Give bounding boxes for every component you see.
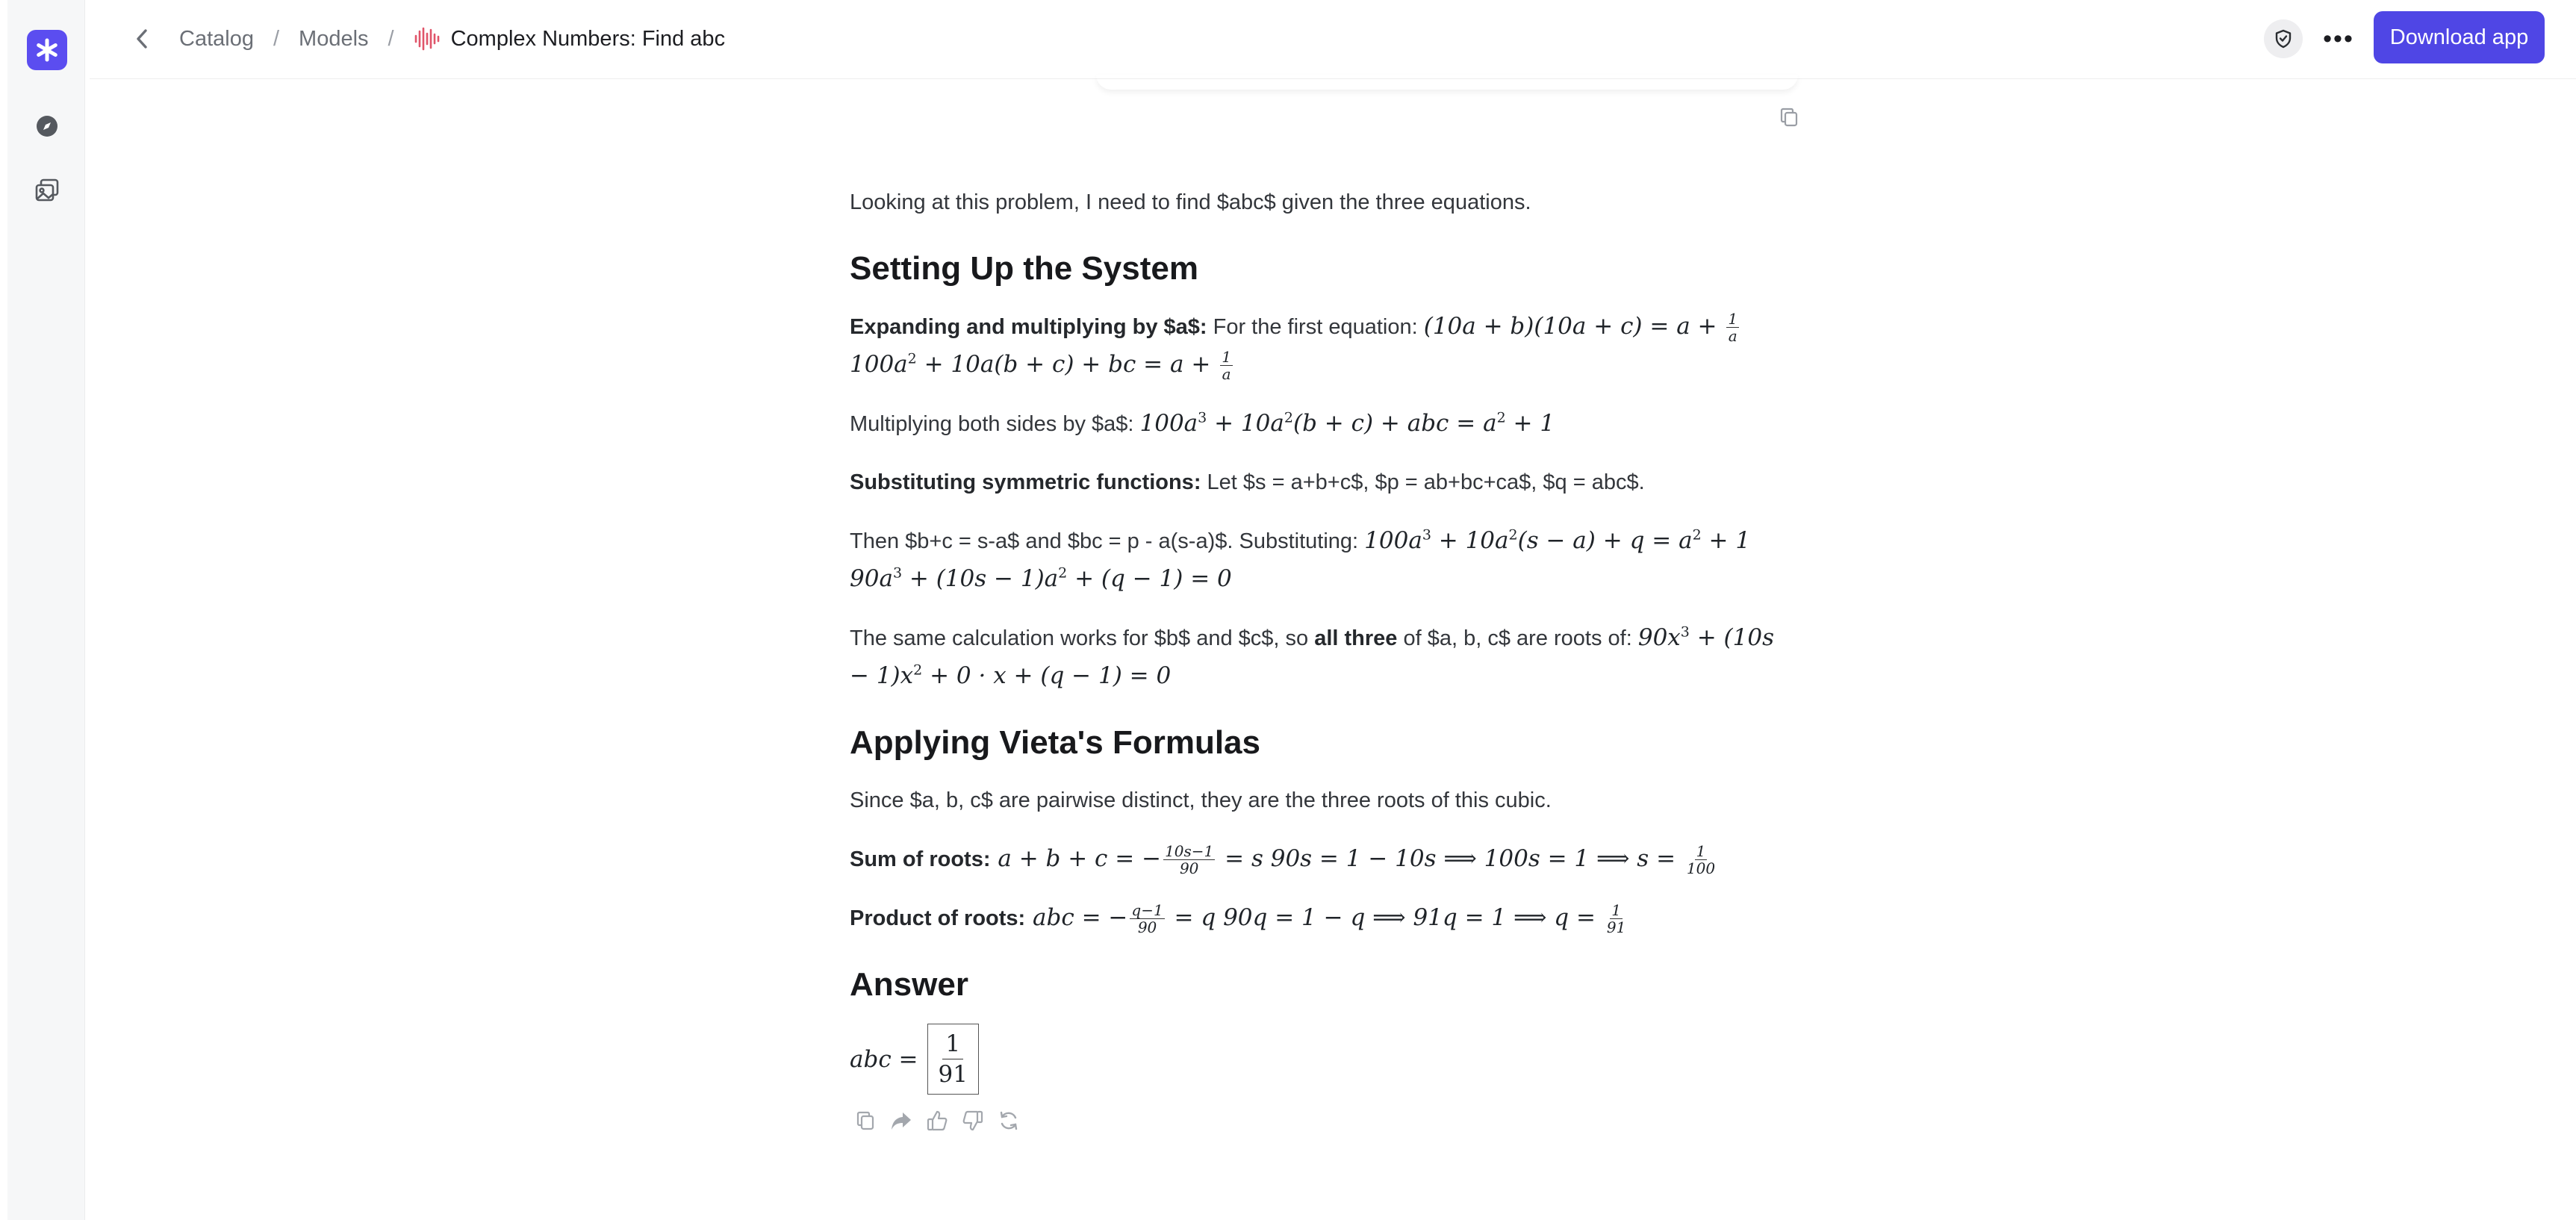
thumbs-up-button[interactable] <box>921 1105 953 1136</box>
paragraph: Sum of roots: a + b + c = − $\frac{10s-1}{90}$ = s 90s = 1 − 10s ⟹ 100s = 1 ⟹ s = $\frac{1}{100}$ <box>850 842 1716 877</box>
previous-message-card <box>1096 75 1798 90</box>
images-icon[interactable] <box>34 178 60 203</box>
shield-icon <box>2274 29 2292 49</box>
breadcrumb <box>179 22 725 55</box>
paragraph: The same calculation works for $b$ and $c$, so all three of $a, b, c$ are roots of: $90x^3 + (10s - 1)x^2 + 0 \cdot x + (q - 1) = 0$ <box>850 623 1775 689</box>
paragraph: Then $b+c = s-a$ and $bc = p - a(s-a)$. Substituting: $100a^3 + 10a^2(s - a) + q = a^2 + 1$ $90a^3 + (10s - 1)a^2 + (q - 1) = 0$ <box>850 526 1751 592</box>
breadcrumb-models[interactable]: Models <box>299 26 369 51</box>
waveform-icon <box>414 27 441 51</box>
thumbs-down-icon <box>962 1109 984 1132</box>
answer: abc = $\frac{1}{91}$ <box>850 1024 1798 1095</box>
retry-button[interactable] <box>993 1105 1024 1136</box>
sidebar <box>7 0 85 1220</box>
copy-icon <box>856 1110 875 1131</box>
breadcrumb-separator: / <box>388 26 394 51</box>
breadcrumb-current <box>414 27 725 52</box>
compass-icon[interactable] <box>34 113 60 139</box>
paragraph: Substituting symmetric functions: Let $s = a+b+c$, $p = ab+bc+ca$, $q = abc$. <box>850 470 1645 494</box>
breadcrumb-catalog[interactable]: Catalog <box>179 26 254 51</box>
thumbs-down-button[interactable] <box>957 1105 989 1136</box>
section-heading: Applying Vieta's Formulas <box>850 724 1260 761</box>
intro-text: Looking at this problem, I need to find $abc$ given the three equations. <box>850 190 1531 214</box>
paragraph: Multiplying both sides by $a$: $100a^3 + 10a^2(b + c)$ + abc = $a^2 + 1$ <box>850 409 1555 437</box>
back-button[interactable] <box>127 24 157 54</box>
paragraph: Since $a, b, c$ are pairwise distinct, they are the three roots of this cubic. <box>850 788 1552 812</box>
breadcrumb-separator: / <box>273 26 280 51</box>
top-bar <box>90 0 2576 79</box>
boxed-answer: $\frac{1}{91}$ <box>927 1024 979 1095</box>
copy-button[interactable] <box>850 1105 881 1136</box>
paragraph: Product of roots: abc = − $\frac{q-1}{90}$ = q 90q = 1 − q ⟹ 91q = 1 ⟹ q = $\frac{1}{91}$ <box>850 901 1626 936</box>
copy-message-button[interactable] <box>1778 106 1800 128</box>
chevron-left-icon <box>134 28 150 50</box>
conversation <box>850 79 1798 1220</box>
download-app-button[interactable]: Download app <box>2374 11 2545 63</box>
privacy-button[interactable] <box>2264 19 2303 58</box>
section-heading: Answer <box>850 966 968 1003</box>
assistant-message <box>850 184 1798 1136</box>
refresh-icon <box>998 1109 1020 1132</box>
thumbs-up-icon <box>926 1109 948 1132</box>
message-actions <box>850 1105 1798 1136</box>
section-heading: Setting Up the System <box>850 250 1198 287</box>
share-icon <box>890 1110 912 1131</box>
copy-icon <box>1779 107 1799 128</box>
share-button[interactable] <box>886 1105 917 1136</box>
more-options-button[interactable]: ••• <box>2323 24 2354 53</box>
asterisk-logo-icon[interactable] <box>27 30 67 70</box>
page-title: Complex Numbers: Find abc <box>450 26 726 51</box>
paragraph: Expanding and multiplying by $a$: For the first equation: (10a + b)(10a + c) = a + $\frac{1}{a}$ $100a^2 + 10a(b + c)$ + bc = a + $\frac{1}{a}$ <box>850 310 1738 383</box>
